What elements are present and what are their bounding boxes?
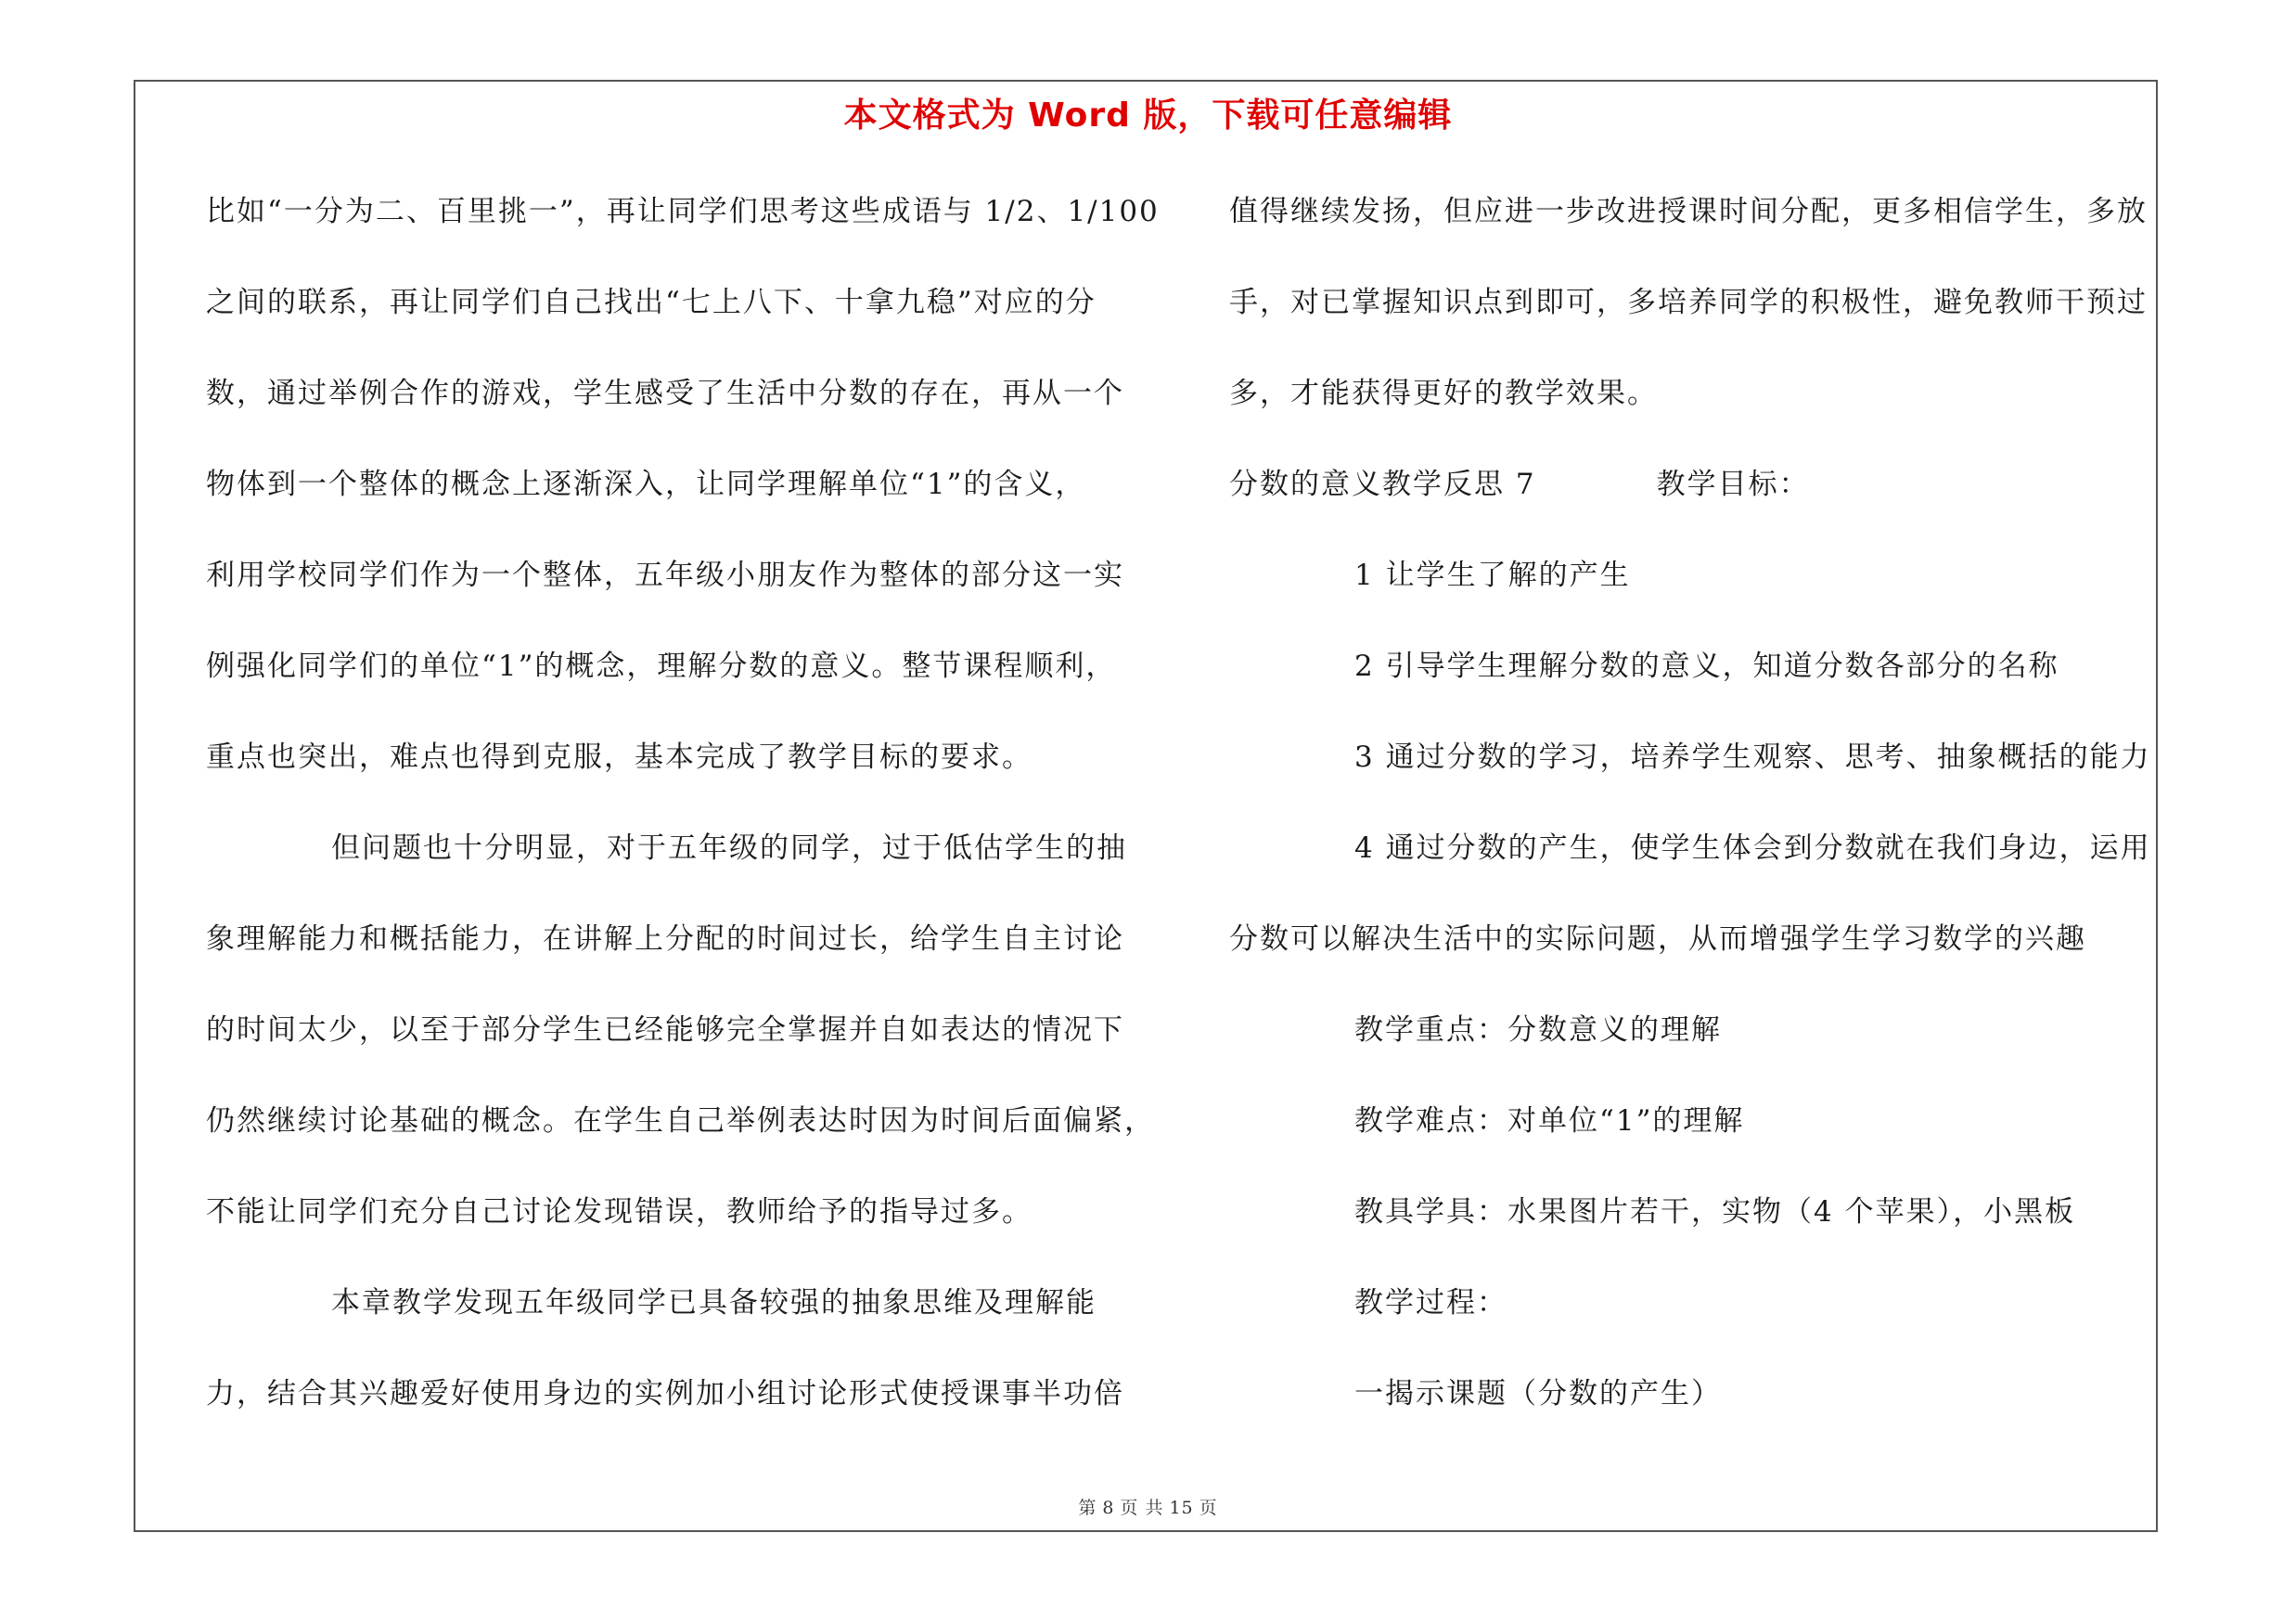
text-line: 例强化同学们的单位“1”的概念，理解分数的意义。整节课程顺利，: [206, 650, 1117, 683]
section-title: 分数的意义教学反思 7: [1229, 468, 1536, 501]
footer-prefix: 第: [1078, 1498, 1097, 1518]
objective-item: 4 通过分数的产生，使学生体会到分数就在我们身边，运用: [1354, 831, 2151, 865]
objectives-label: 教学目标：: [1656, 468, 1810, 501]
text-line: 象理解能力和概括能力，在讲解上分配的时间过长，给学生自主讨论: [206, 922, 1124, 956]
text-line: 分数可以解决生活中的实际问题，从而增强学生学习数学的兴趣: [1229, 922, 2086, 956]
text-line: 不能让同学们充分自己讨论发现错误，教师给予的指导过多。: [206, 1195, 1033, 1229]
text-line: 仍然继续讨论基础的概念。在学生自己举例表达时因为时间后面偏紧，: [206, 1104, 1155, 1138]
objective-item: 1 让学生了解的产生: [1354, 559, 1631, 592]
footer-middle: 页 共: [1120, 1498, 1164, 1518]
process-step: 一揭示课题（分数的产生）: [1354, 1377, 1722, 1410]
text-line: 数，通过举例合作的游戏，学生感受了生活中分数的存在，再从一个: [206, 377, 1124, 410]
text-line: 重点也突出，难点也得到克服，基本完成了教学目标的要求。: [206, 741, 1033, 774]
text-line: 利用学校同学们作为一个整体，五年级小朋友作为整体的部分这一实: [206, 559, 1124, 592]
text-line: 力，结合其兴趣爱好使用身边的实例加小组讨论形式使授课事半功倍: [206, 1377, 1124, 1410]
text-line: 比如“一分为二、百里挑一”，再让同学们思考这些成语与 1/2、1/100: [206, 195, 1160, 228]
footer-total: 15: [1169, 1498, 1194, 1518]
text-line: 值得继续发扬，但应进一步改进授课时间分配，更多相信学生，多放: [1229, 195, 2148, 228]
objective-item: 3 通过分数的学习，培养学生观察、思考、抽象概括的能力: [1354, 741, 2151, 774]
text-line: 物体到一个整体的概念上逐渐深入，让同学理解单位“1”的含义，: [206, 468, 1086, 501]
right-column: [1229, 184, 2157, 1457]
text-line: 的时间太少，以至于部分学生已经能够完全掌握并自如表达的情况下: [206, 1013, 1124, 1047]
footer-page: 8: [1102, 1498, 1115, 1518]
left-column: [206, 184, 1160, 1457]
paragraph-start-line: 本章教学发现五年级同学已具备较强的抽象思维及理解能: [331, 1286, 1097, 1320]
process-heading: 教学过程：: [1354, 1286, 1507, 1320]
paragraph-start-line: 但问题也十分明显，对于五年级的同学，过于低估学生的抽: [331, 831, 1127, 865]
key-point-line: 教学重点：分数意义的理解: [1354, 1013, 1722, 1047]
text-line: 多，才能获得更好的教学效果。: [1229, 377, 1658, 410]
page-number-footer: [0, 1494, 2296, 1519]
section-heading: [1229, 457, 2157, 547]
text-line: 手，对已掌握知识点到即可，多培养同学的积极性，避免教师干预过: [1229, 286, 2148, 319]
format-banner: 本文格式为 Word 版，下载可任意编辑: [843, 97, 1453, 135]
difficulty-line: 教学难点：对单位“1”的理解: [1354, 1104, 1745, 1138]
footer-suffix: 页: [1199, 1498, 1218, 1518]
text-line: 之间的联系，再让同学们自己找出“七上八下、十拿九稳”对应的分: [206, 286, 1097, 319]
objective-item: 2 引导学生理解分数的意义，知道分数各部分的名称: [1354, 650, 2059, 683]
materials-line: 教具学具：水果图片若干，实物（4 个苹果），小黑板: [1354, 1195, 2076, 1229]
